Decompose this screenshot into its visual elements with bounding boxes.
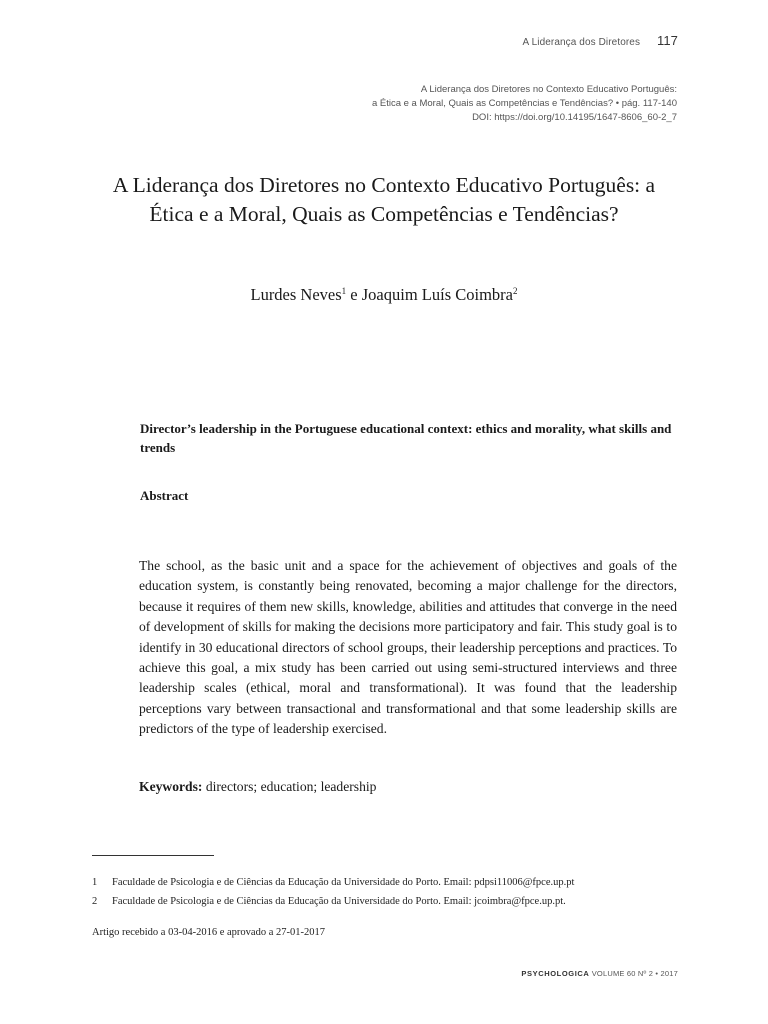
journal-volume: VOLUME 60 Nº 2 • 2017 bbox=[589, 969, 678, 978]
citation-line-1: A Liderança dos Diretores no Contexto Educativo Português: bbox=[420, 84, 677, 95]
running-head bbox=[523, 33, 679, 48]
doi-link[interactable]: DOI: https://doi.org/10.14195/1647-8606_60-2_7 bbox=[472, 112, 677, 123]
author-separator: e bbox=[346, 285, 362, 304]
author-name: Joaquim Luís Coimbra bbox=[361, 285, 513, 304]
citation-block bbox=[257, 83, 677, 125]
journal-name: PSYCHOLOGICA bbox=[521, 969, 590, 978]
abstract-heading: Abstract bbox=[140, 488, 189, 503]
english-title: Director’s leadership in the Portuguese educational context: ethics and morality, what skills and trends bbox=[140, 421, 672, 455]
footnote-divider bbox=[92, 855, 214, 856]
author-affiliation-mark[interactable]: 2 bbox=[513, 286, 518, 296]
article-title: A Liderança dos Diretores no Contexto Educativo Português: a Ética e a Moral, Quais as Competências e Tendências? bbox=[112, 173, 656, 226]
citation-line-2: a Ética e a Moral, Quais as Competências e Tendências? • pág. 117-140 bbox=[371, 98, 677, 109]
footnote-text: Faculdade de Psicologia e de Ciências da Educação da Universidade do Porto. Email: pdpsi11006@fpce.up.pt bbox=[112, 877, 575, 888]
footnote-number: 2 bbox=[92, 896, 98, 907]
keywords-value: directors; education; leadership bbox=[202, 779, 377, 794]
footnote-number: 1 bbox=[92, 877, 98, 888]
footnote-text: Faculdade de Psicologia e de Ciências da Educação da Universidade do Porto. Email: jcoimbra@fpce.up.pt. bbox=[112, 896, 566, 907]
running-head-title: A Liderança dos Diretores bbox=[522, 37, 641, 48]
keywords bbox=[139, 779, 376, 795]
page-number: 117 bbox=[656, 33, 678, 48]
footnote bbox=[92, 896, 692, 907]
authors bbox=[92, 285, 676, 305]
footnote bbox=[92, 877, 692, 888]
author-affiliation-mark[interactable]: 1 bbox=[341, 286, 347, 296]
received-date: Artigo recebido a 03-04-2016 e aprovado a 27-01-2017 bbox=[92, 927, 325, 938]
abstract-text: The school, as the basic unit and a space for the achievement of objectives and goals of the education system, is constantly being renovated, becoming a major challenge for the directors, because it requires of them new skills, knowledge, abilities and attitudes that converge in the need of development of skills for making the decisions more participatory and fair. This study goal is to identify in 30 educational directors of school groups, their leadership perceptions and practices. To achieve this goal, a mix study has been carried out using semi-structured interviews and three leadership scales (ethical, moral and transformational). It was found that the leadership perceptions vary between transactional and transformational and that some leadership skills are predictors of the type of leadership exercised. bbox=[139, 558, 677, 737]
author-name: Lurdes Neves bbox=[250, 285, 342, 304]
journal-footer bbox=[521, 969, 678, 978]
keywords-label: Keywords: bbox=[139, 779, 203, 794]
